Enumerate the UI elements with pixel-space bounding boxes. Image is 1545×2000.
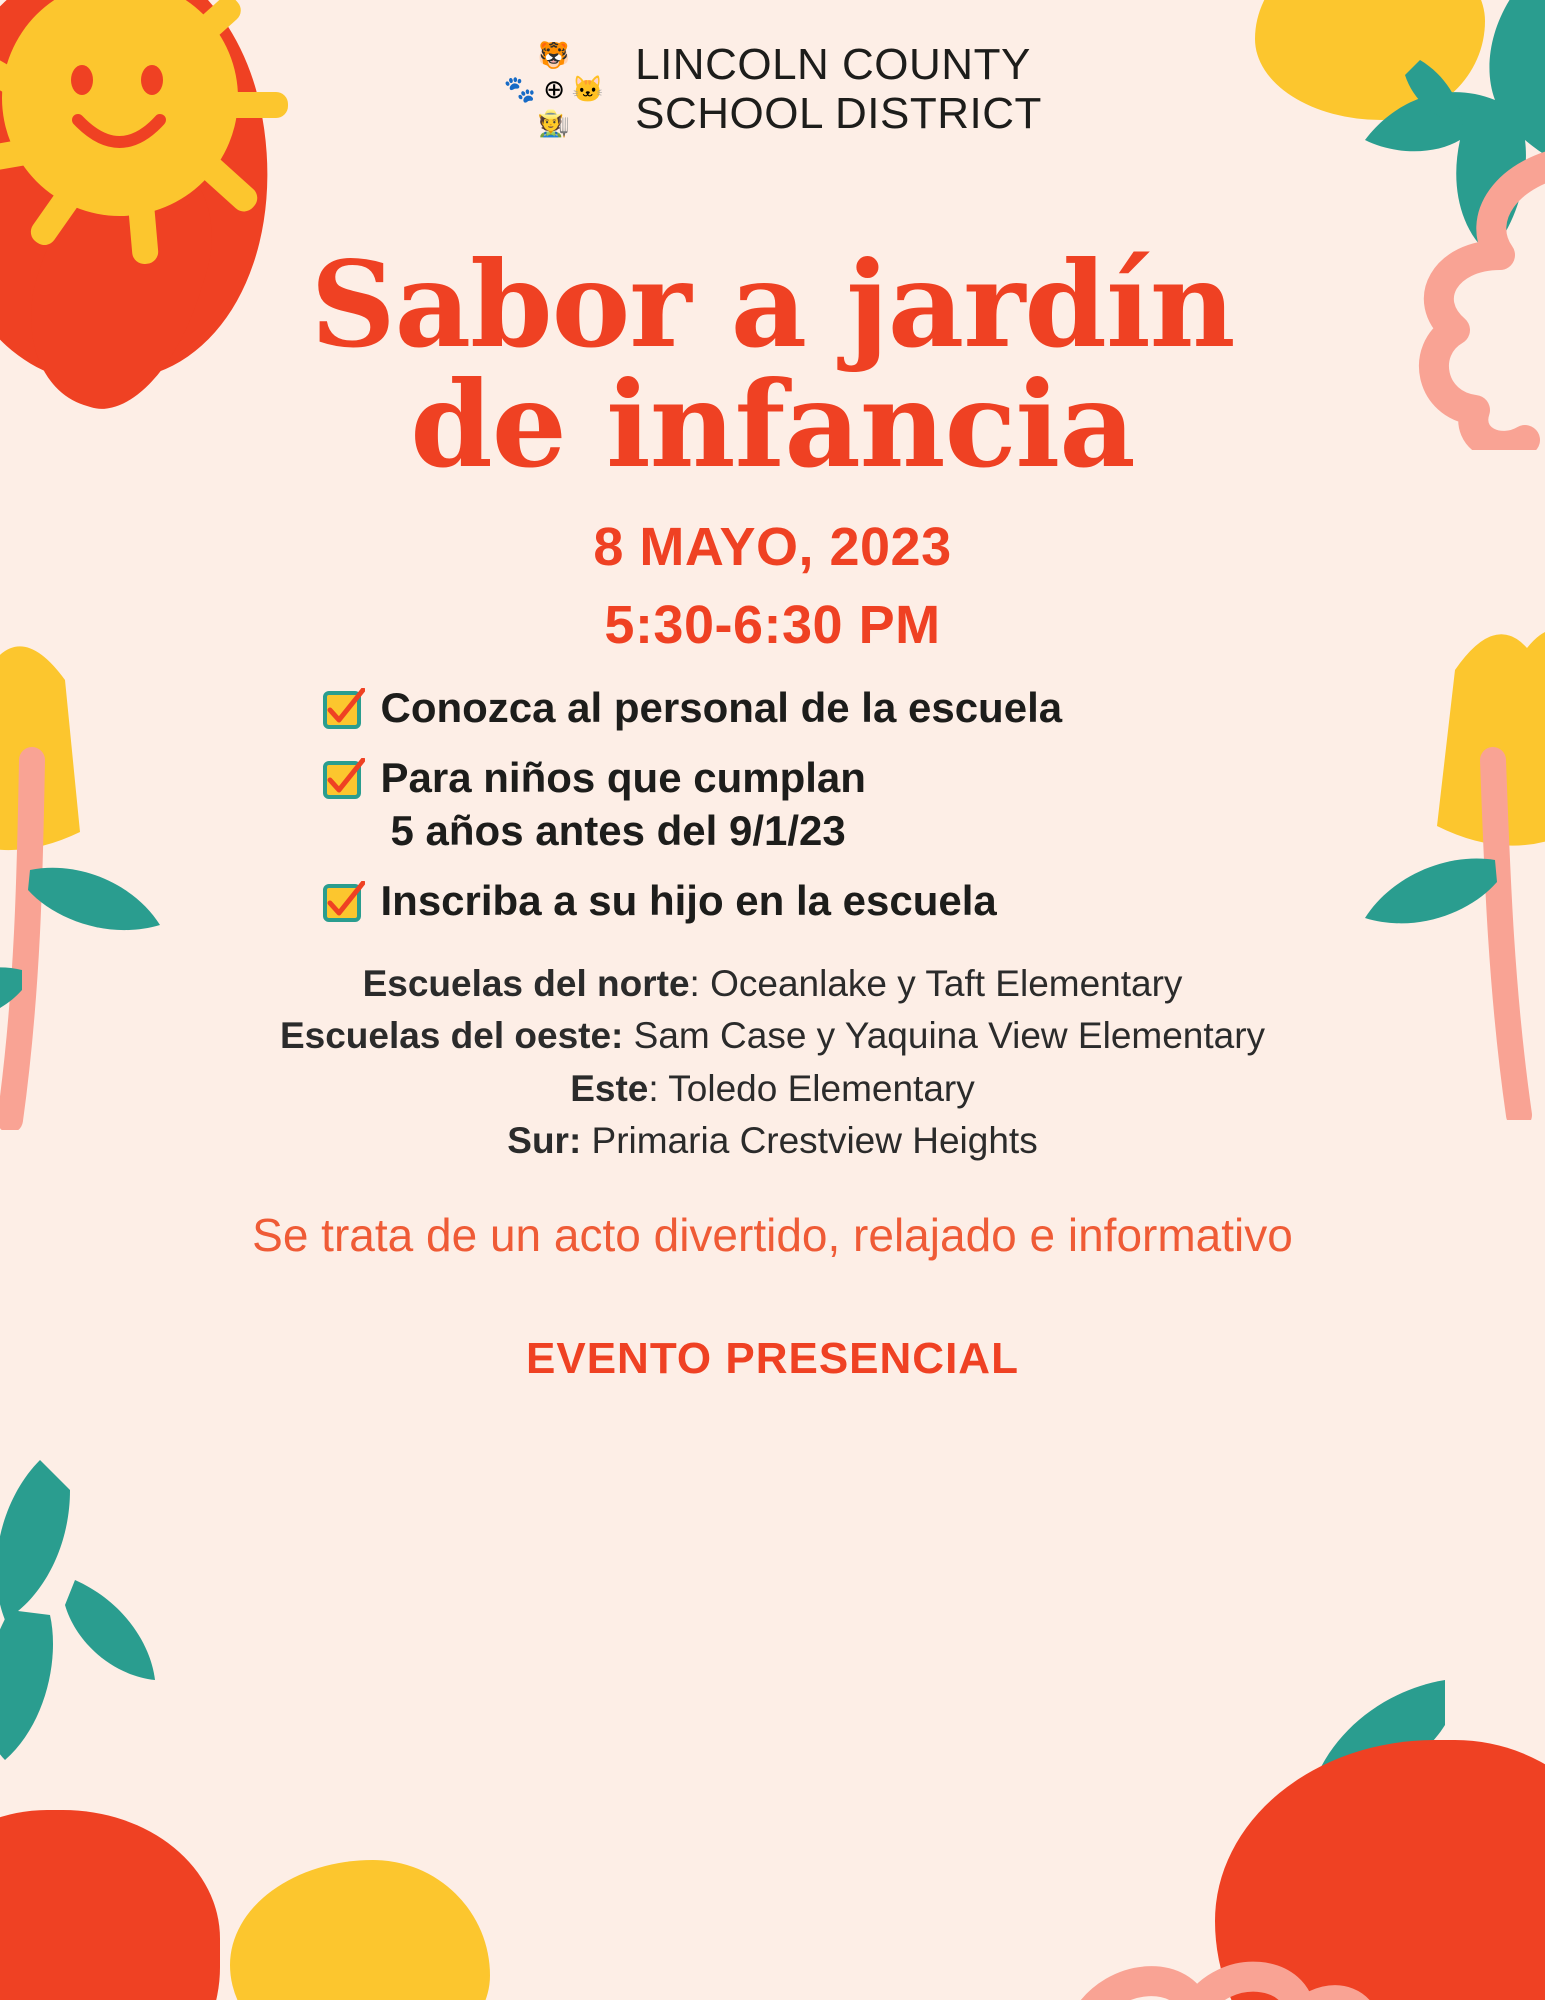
checklist-item-text-line2: 5 años antes del 9/1/23 [390,806,846,854]
page-title [0,235,1545,495]
check-mark-icon [323,758,365,800]
bobcat-icon: 🐱 [571,74,605,104]
checklist-item-text: Para niños que cumplan [380,754,866,802]
bear-paw-icon: 🐾 [503,74,537,104]
checklist-item-text: Conozca al personal de la escuela [380,683,1063,731]
schools-row [40,1115,1505,1168]
teal-leaf-bottom-left-decoration [0,1460,220,1760]
red-blob-bottom-right-decoration [1215,1740,1545,2000]
teal-leaf-bottom-right-decoration [1255,1670,1455,1850]
checklist [253,682,1293,928]
schools-region-value: Oceanlake y Taft Elementary [710,962,1183,1004]
check-mark-icon [323,688,365,730]
title-line-2: de infancia [410,355,1135,495]
schools-region-value: Sam Case y Yaquina View Elementary [633,1015,1266,1057]
red-blob-bottom-left-decoration [0,1810,220,2000]
schools-separator: : [648,1067,669,1109]
list-item [253,752,1293,857]
schools-separator: : [689,962,711,1004]
event-date: 8 MAYO, 2023 [593,516,952,577]
check-mark-icon [323,881,365,923]
tiger-icon: 🐯 [537,40,571,70]
schools-row [40,958,1505,1011]
checklist-item-text: Inscriba a su hijo en la escuela [380,877,997,925]
event-tagline: Se trata de un acto divertido, relajado e informativo [252,1208,1293,1261]
in-person-badge: EVENTO PRESENCIAL [526,1333,1019,1383]
yellow-blob-bottom-left-decoration [230,1860,490,2000]
district-name-line2: SCHOOL DISTRICT [635,89,1042,138]
list-item [253,875,1293,928]
schools-region-label: Sur: [507,1120,582,1162]
schools-region-value: Toledo Elementary [668,1067,975,1109]
leprechaun-icon: 🧑‍🌾 [537,108,571,138]
schools-region-label: Escuelas del oeste: [279,1015,624,1057]
pink-squiggle-bottom-right-decoration [1075,1820,1375,2000]
title-line-1: Sabor a jardín [310,235,1235,374]
district-name-line1: LINCOLN COUNTY [635,39,1031,89]
schools-region-value: Primaria Crestview Heights [591,1120,1038,1162]
schools-row [40,1063,1505,1116]
compass-icon: ⊕ [543,74,565,104]
schools-region-label: Escuelas del norte [362,962,690,1004]
schools-list [0,958,1545,1168]
schools-separator [623,1015,633,1056]
schools-row [40,1010,1505,1063]
event-time: 5:30-6:30 PM [604,594,941,655]
list-item [253,682,1293,735]
checklist-item-text-wrapper [381,752,866,857]
schools-region-label: Este [570,1067,649,1109]
schools-separator [581,1120,591,1161]
